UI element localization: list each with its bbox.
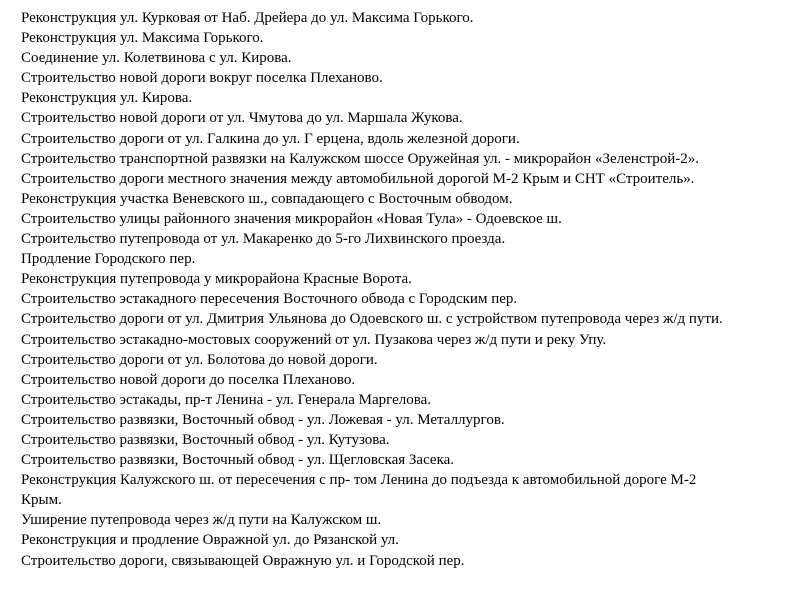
text-line: Реконструкция Калужского ш. от пересечения с пр- том Ленина до подъезда к автомобильной дороге М-2 xyxy=(21,472,697,489)
text-line: Строительство путепровода от ул. Макаренко до 5-го Лихвинского проезда. xyxy=(21,231,506,248)
text-line: Крым. xyxy=(21,492,62,509)
text-line: Реконструкция ул. Максима Горького. xyxy=(21,30,264,47)
text-line: Продление Городского пер. xyxy=(21,251,196,268)
text-line: Строительство эстакадного пересечения Восточного обвода с Городским пер. xyxy=(21,291,518,308)
text-line: Строительство улицы районного значения микрорайон «Новая Тула» - Одоевское ш. xyxy=(21,210,562,227)
text-line: Реконструкция ул. Курковая от Наб. Дрейера до ул. Максима Горького. xyxy=(21,10,474,26)
text-line: Реконструкция ул. Кирова. xyxy=(21,90,193,107)
text-line: Строительство дороги, связывающей Овражную ул. и Городской пер. xyxy=(21,552,465,569)
text-line: Строительство развязки, Восточный обвод - ул. Кутузова. xyxy=(21,431,390,448)
text-line: Реконструкция участка Веневского ш., совпадающего с Восточным обводом. xyxy=(21,190,513,207)
text-line: Строительство новой дороги от ул. Чмутова до ул. Маршала Жукова. xyxy=(21,110,463,127)
text-line: Строительство развязки, Восточный обвод - ул. Щегловская Засека. xyxy=(21,452,455,469)
text-line: Реконструкция и продление Овражной ул. до Рязанской ул. xyxy=(21,532,399,549)
text-line: Строительство транспортной развязки на Калужском шоссе Оружейная ул. - микрорайон «Зеленстрой-2». xyxy=(21,150,700,167)
text-line: Строительство дороги от ул. Дмитрия Ульянова до Одоевского ш. с устройством путепровода через ж/д пути. xyxy=(21,311,723,328)
text-line: Реконструкция путепровода у микрорайона Красные Ворота. xyxy=(21,271,412,288)
text-line: Строительство эстакадно-мостовых сооружений от ул. Пузакова через ж/д пути и реку Упу. xyxy=(21,331,607,348)
text-line: Уширение путепровода через ж/д пути на Калужском ш. xyxy=(21,512,382,529)
text-line: Строительство дороги от ул. Болотова до новой дороги. xyxy=(21,351,378,368)
text-line: Строительство новой дороги до поселка Плеханово. xyxy=(21,371,356,388)
text-line: Строительство дороги местного значения между автомобильной дорогой М-2 Крым и СНТ «Строитель». xyxy=(21,170,695,187)
text-line: Строительство новой дороги вокруг поселка Плеханово. xyxy=(21,70,383,87)
text-line: Строительство дороги от ул. Галкина до ул. Г ерцена, вдоль железной дороги. xyxy=(21,130,520,147)
document-body xyxy=(21,8,793,571)
text-line: Соединение ул. Колетвинова с ул. Кирова. xyxy=(21,50,292,67)
text-line: Строительство эстакады, пр-т Ленина - ул. Генерала Маргелова. xyxy=(21,391,432,408)
text-line: Строительство развязки, Восточный обвод - ул. Ложевая - ул. Металлургов. xyxy=(21,411,505,428)
